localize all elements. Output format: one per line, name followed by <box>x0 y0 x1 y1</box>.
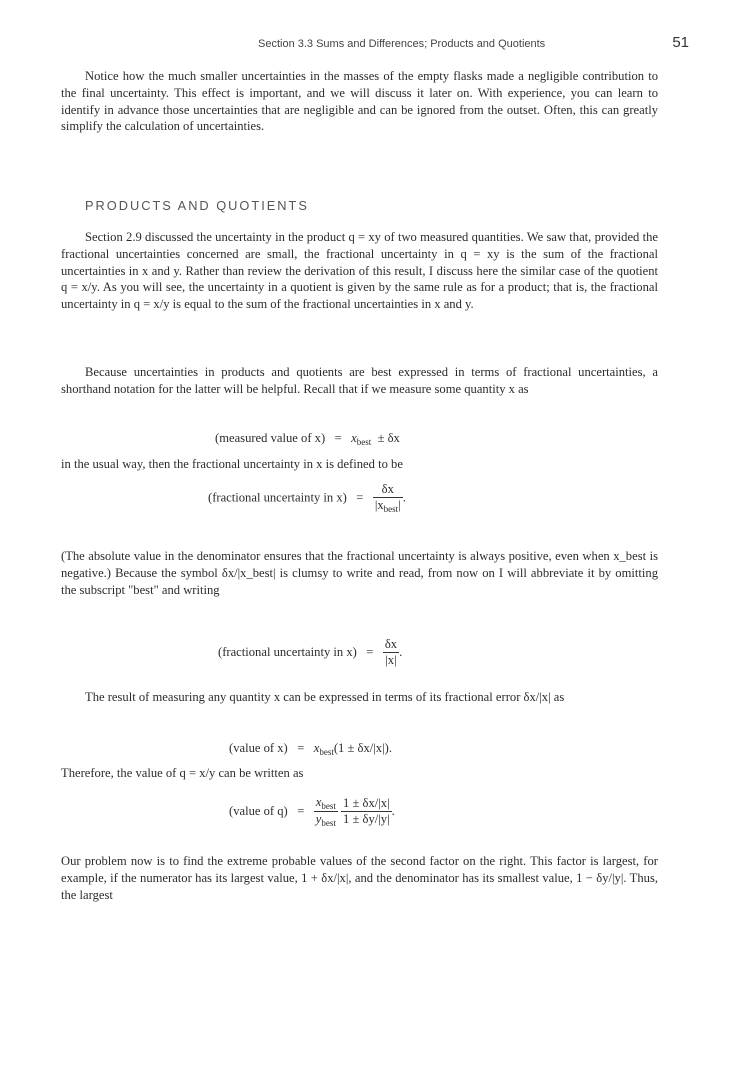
equation-value-of-q <box>229 795 395 828</box>
equation-value-of-x <box>229 741 392 757</box>
fraction <box>383 637 399 668</box>
paragraph-text: Section 2.9 discussed the uncertainty in the product q = xy of two measured quantities. We saw that, provided the fractional uncertainties concerned are small, the fractional uncertainty in q = xy is the sum of the fractional uncertainties in x and y. Rather than review the derivation of this result, I discuss here the similar case of the quotient q = x/y. As you will see, the uncertainty in a quotient is given by the same rule as for a product; that is, the fractional uncertainty in q = x/y is equal to the sum of the fractional uncertainties in x and y. <box>61 230 658 312</box>
paragraph-text: Our problem now is to find the extreme probable values of the second factor on the right. This factor is largest, for example, if the numerator has its largest value, 1 + δx/|x|, and the denominator has its smallest value, 1 − δy/|y|. Thus, the largest <box>61 854 658 902</box>
numerator: 1 ± δx/|x| <box>343 796 390 810</box>
paragraph-2 <box>61 229 658 313</box>
paragraph-1 <box>61 68 658 135</box>
eq-end: . <box>402 490 406 505</box>
eq-sign: = <box>297 741 305 755</box>
eq-sign: = <box>366 645 374 659</box>
numerator: $x_{best}$ <box>315 795 336 811</box>
paragraph-text: Therefore, the value of q = x/y can be written as <box>61 766 304 780</box>
eq-sign: = <box>297 804 305 818</box>
eq-var: x <box>313 741 320 755</box>
eq-lhs: (fractional uncertainty in x) <box>208 490 347 505</box>
eq-lhs: (measured value of x) <box>215 431 326 445</box>
paragraph-4 <box>61 456 658 473</box>
numerator: δx <box>384 637 398 651</box>
paragraph-7 <box>61 765 658 782</box>
denominator: $|x_{best}|$ <box>374 498 401 514</box>
eq-lhs: (value of x) <box>229 741 288 755</box>
equation-fractional-uncertainty-best <box>208 482 406 514</box>
page-header <box>258 36 689 54</box>
paragraph-8 <box>61 853 658 903</box>
fraction <box>373 482 403 514</box>
paragraph-text: in the usual way, then the fractional uncertainty in x is defined to be <box>61 457 403 471</box>
denominator: $y_{best}$ <box>315 812 336 828</box>
section-heading: PRODUCTS AND QUOTIENTS <box>85 198 309 213</box>
denominator: 1 ± δy/|y| <box>343 812 390 826</box>
paragraph-3 <box>61 364 658 398</box>
eq-lhs: (fractional uncertainty in x) <box>218 645 357 659</box>
paragraph-text: (The absolute value in the denominator ensures that the fractional uncertainty is always positive, even when x_best is negative.) Because the symbol δx/|x_best| is clumsy to write and read, from now on I will abbreviate it by omitting the subscript "best" and writing <box>61 549 658 597</box>
eq-sign: = <box>334 431 342 445</box>
paragraph-text: The result of measuring any quantity x can be expressed in terms of its fractional error δx/|x| as <box>85 690 565 704</box>
eq-subscript: best <box>356 437 372 447</box>
eq-subscript: best <box>319 747 334 757</box>
fraction-uncertainty-factor <box>341 796 392 827</box>
page-number: 51 <box>672 34 689 51</box>
eq-end: . <box>391 804 395 818</box>
numerator: δx <box>381 482 394 496</box>
eq-var: x <box>351 431 357 445</box>
equation-fractional-uncertainty <box>218 637 402 668</box>
eq-tail: (1 ± δx/|x|). <box>333 741 392 755</box>
paragraph-text: Because uncertainties in products and quotients are best expressed in terms of fractional uncertainties, a shorthand notation for the latter will be helpful. Recall that if we measure some quantity x as <box>61 365 658 396</box>
eq-end: . <box>399 645 403 659</box>
paragraph-5 <box>61 548 658 598</box>
paragraph-6 <box>61 689 658 706</box>
paragraph-text: Notice how the much smaller uncertainties in the masses of the empty flasks made a negligible contribution to the final uncertainty. This effect is important, and we will discuss it later on. With experience, you can learn to identify in advance those uncertainties that are negligible and can be ignored from the outset. Often, this can greatly simplify the calculation of uncertainties. <box>61 69 658 134</box>
eq-sign: = <box>356 490 364 505</box>
running-head: Section 3.3 Sums and Differences; Products and Quotients <box>258 38 546 50</box>
denominator: |x| <box>383 652 399 668</box>
equation-measured-value <box>215 431 400 447</box>
eq-lhs: (value of q) <box>229 804 288 818</box>
eq-tail: ± δx <box>377 431 400 445</box>
fraction-best-values <box>314 795 338 828</box>
